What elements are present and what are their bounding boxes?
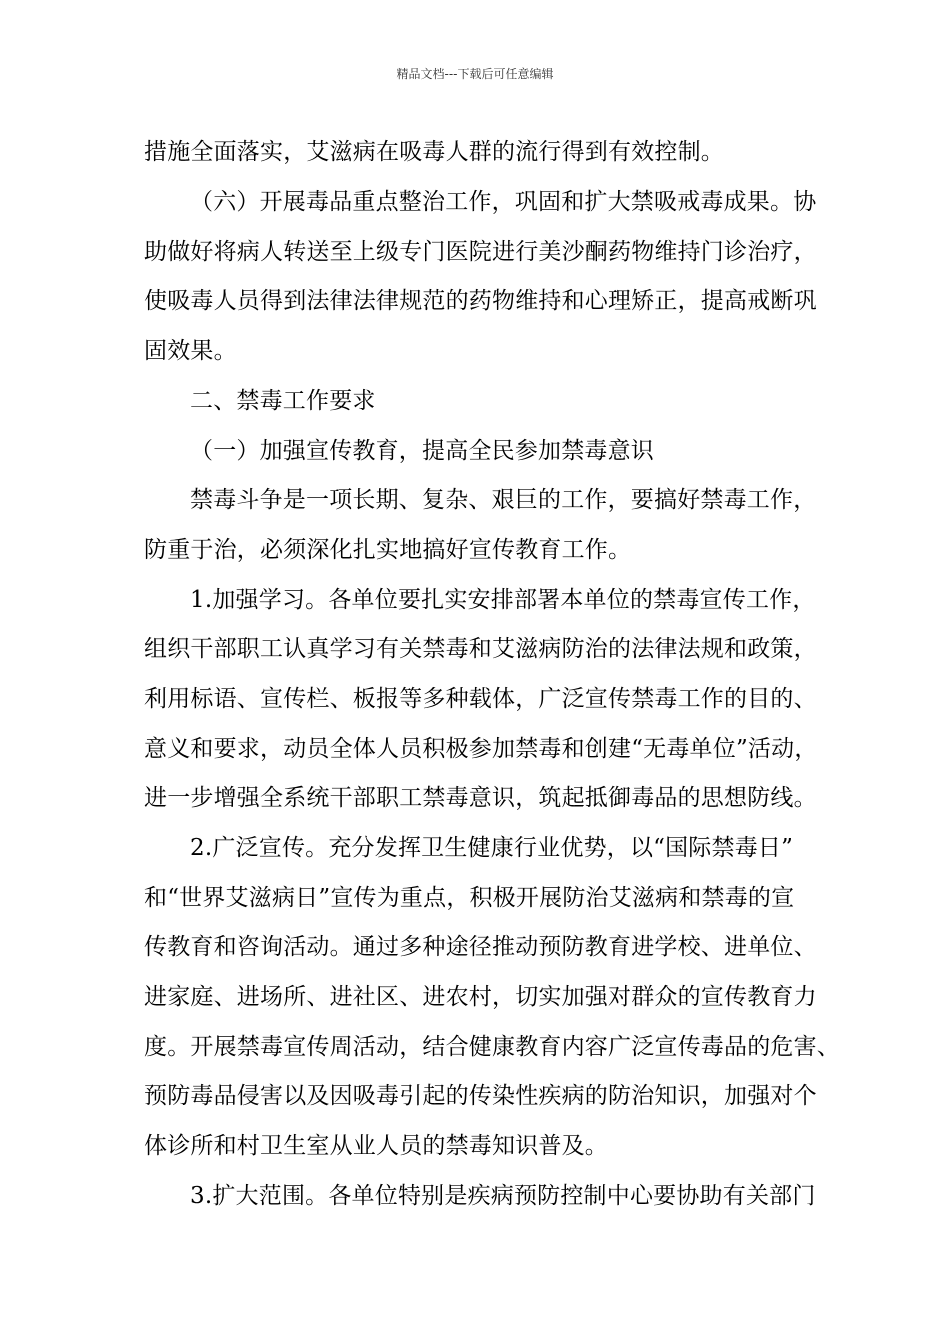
text-line: 体诊所和村卫生室从业人员的禁毒知识普及。	[144, 1133, 608, 1159]
text-line: 利用标语、宣传栏、板报等多种载体，广泛宣传禁毒工作的目的、	[144, 686, 817, 712]
text-line: 传教育和咨询活动。通过多种途径推动预防教育进学校、进单位、	[144, 934, 817, 960]
text-line: 防重于治，必须深化扎实地搞好宣传教育工作。	[144, 537, 632, 563]
text-line: 禁毒斗争是一项长期、复杂、艰巨的工作，要搞好禁毒工作，	[190, 487, 817, 513]
text-line: 意义和要求，动员全体人员积极参加禁毒和创建“无毒单位”活动，	[144, 736, 818, 762]
text-line: 措施全面落实，艾滋病在吸毒人群的流行得到有效控制。	[144, 139, 724, 165]
text-line: 固效果。	[144, 338, 237, 364]
text-line: 3.扩大范围。各单位特别是疾病预防控制中心要协助有关部门	[190, 1183, 816, 1209]
text-line: 1.加强学习。各单位要扎实安排部署本单位的禁毒宣传工作，	[190, 587, 816, 613]
text-line: 进一步增强全系统干部职工禁毒意识，筑起抵御毒品的思想防线。	[144, 785, 817, 811]
text-line: 助做好将病人转送至上级专门医院进行美沙酮药物维持门诊治疗，	[144, 239, 817, 265]
text-line: 2.广泛宣传。充分发挥卫生健康行业优势，以“国际禁毒日”	[190, 835, 794, 861]
text-line: （六）开展毒品重点整治工作，巩固和扩大禁吸戒毒成果。协	[190, 189, 817, 215]
text-line: 和“世界艾滋病日”宣传为重点，积极开展防治艾滋病和禁毒的宣	[144, 885, 795, 911]
text-line: 组织干部职工认真学习有关禁毒和艾滋病防治的法律法规和政策，	[144, 636, 817, 662]
page-header: 精品文档---下载后可任意编辑	[396, 67, 554, 81]
text-line: 预防毒品侵害以及因吸毒引起的传染性疾病的防治知识，加强对个	[144, 1083, 817, 1109]
text-line: 进家庭、进场所、进社区、进农村，切实加强对群众的宣传教育力	[144, 984, 817, 1010]
text-line: 度。开展禁毒宣传周活动，结合健康教育内容广泛宣传毒品的危害、	[144, 1034, 840, 1060]
text-line: 使吸毒人员得到法律法律规范的药物维持和心理矫正，提高戒断巩	[144, 288, 817, 314]
subsection-heading: （一）加强宣传教育，提高全民参加禁毒意识	[190, 438, 654, 464]
section-heading: 二、禁毒工作要求	[190, 388, 376, 414]
